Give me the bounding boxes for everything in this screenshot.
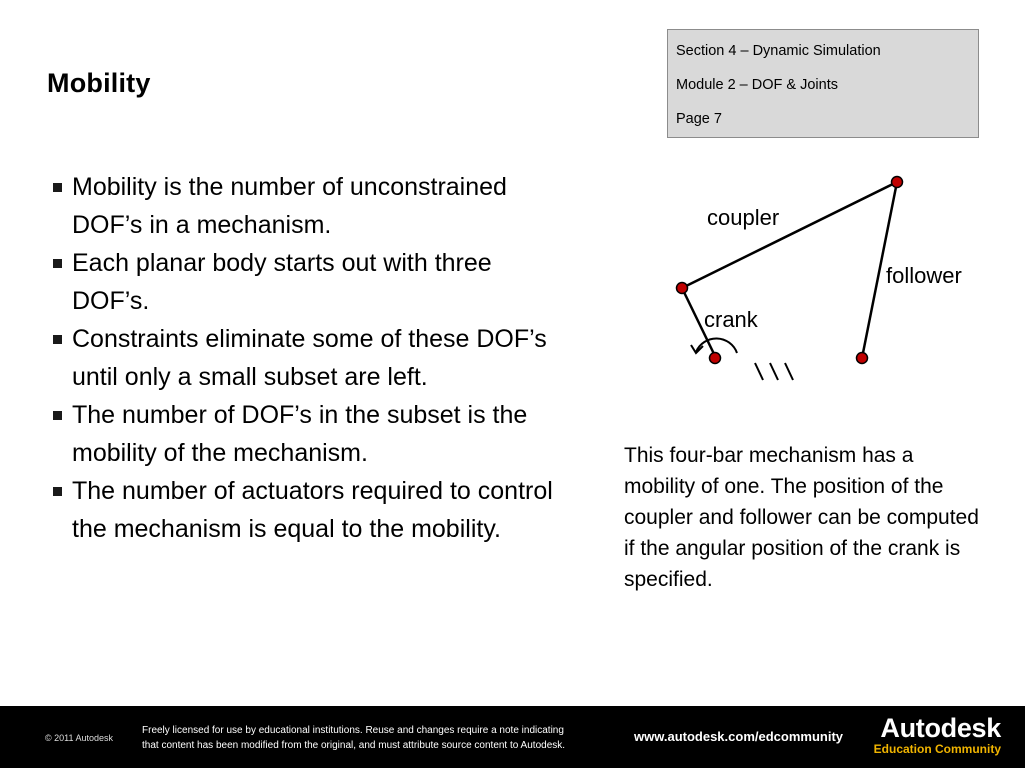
bullet-square-icon	[53, 335, 62, 344]
follower-label: follower	[886, 263, 962, 288]
bullet-square-icon	[53, 183, 62, 192]
bullet-item	[50, 320, 570, 396]
module-label: Module 2 – DOF & Joints	[676, 77, 838, 93]
slide-title: Mobility	[47, 68, 151, 98]
footer-bar	[0, 706, 1025, 768]
bullet-item	[50, 396, 570, 472]
coupler-label: coupler	[707, 205, 780, 230]
page-label: Page 7	[676, 111, 722, 127]
crank-label: crank	[704, 307, 758, 332]
section-label: Section 4 – Dynamic Simulation	[676, 43, 881, 59]
brand-subtitle: Education Community	[873, 742, 1001, 756]
brand-name: Autodesk	[880, 713, 1001, 743]
autodesk-logo	[874, 714, 1001, 756]
bullet-text: The number of actuators required to control the mechanism is equal to the mobility.	[72, 477, 553, 543]
license-text	[142, 723, 622, 753]
license-line: Freely licensed for use by educational institutions. Reuse and changes require a note indicating	[142, 725, 564, 736]
four-bar-mechanism-diagram	[640, 165, 1000, 395]
edcommunity-link[interactable]: www.autodesk.com/edcommunity	[634, 729, 844, 744]
section-info-box	[667, 29, 979, 138]
bullet-item	[50, 472, 570, 548]
joint-ground-follower	[857, 353, 868, 364]
bullet-text: The number of DOF’s in the subset is the mobility of the mechanism.	[72, 401, 528, 467]
joint-coupler-follower	[892, 177, 903, 188]
joint-crank-coupler	[677, 283, 688, 294]
copyright-text: © 2011 Autodesk	[45, 733, 114, 743]
bullet-square-icon	[53, 487, 62, 496]
bullet-square-icon	[53, 411, 62, 420]
bullet-item	[50, 168, 570, 244]
ground-hatch	[755, 363, 793, 380]
bullet-text: Mobility is the number of unconstrained DOF’s in a mechanism.	[72, 173, 507, 239]
diagram-caption: This four-bar mechanism has a mobility of one. The position of the coupler and follower can be computed if the angular position of the crank is specified.	[624, 444, 979, 591]
joint-ground-crank	[710, 353, 721, 364]
bullet-text: Constraints eliminate some of these DOF’s until only a small subset are left.	[72, 325, 547, 391]
bullet-square-icon	[53, 259, 62, 268]
coupler-link	[682, 182, 897, 288]
bullet-item	[50, 244, 570, 320]
bullet-text: Each planar body starts out with three DOF’s.	[72, 249, 492, 315]
license-line: that content has been modified from the original, and must attribute source content to Autodesk.	[142, 740, 566, 751]
bullet-list	[50, 168, 570, 548]
